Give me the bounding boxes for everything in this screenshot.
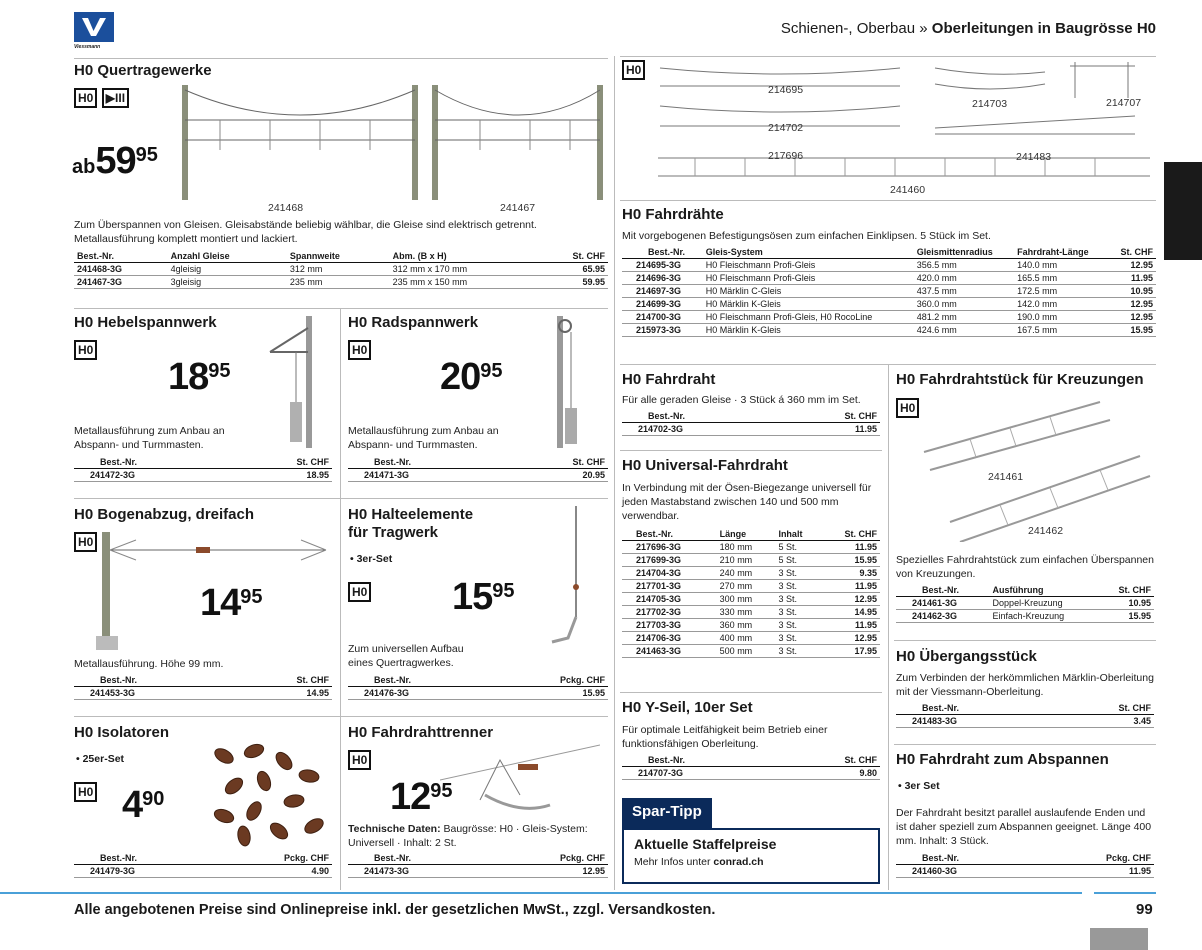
isolatoren-title: H0 Isolatoren — [74, 724, 170, 741]
kreuzungen-desc: Spezielles Fahrdrahtstück zum einfachen Überspannen von Kreuzungen. — [896, 554, 1154, 580]
footer-rule — [0, 892, 1082, 894]
epoch-badge: ▶III — [102, 88, 129, 108]
radspannwerk-image — [545, 312, 585, 452]
table-row: 217699-3G 210 mm 5 St. 15.95 — [622, 554, 880, 567]
table-row: 217703-3G 360 mm 3 St. 11.95 — [622, 619, 880, 632]
isolatoren-table: Best.-Nr. Pckg. CHF 241479-3G 4.90 — [74, 852, 332, 878]
halteelemente-price: 1595 — [452, 576, 515, 618]
yseil-desc: Für optimale Leitfähigkeit beim Betrieb einer funktionsfähigen Oberleitung. — [622, 724, 828, 750]
h0-badge: H0 — [896, 398, 919, 418]
fahrdraht-title: H0 Fahrdraht — [622, 371, 716, 388]
table-row: 214695-3G H0 Fleischmann Profi-Gleis 356.5 mm 140.0 mm 12.95 — [622, 259, 1156, 272]
image-label-241462: 241462 — [1028, 525, 1064, 537]
wire-label-214695: 214695 — [768, 84, 804, 96]
col-spannweite: Spannweite — [287, 250, 390, 263]
fahrdraht-table: Best.-Nr. St. CHF 214702-3G 11.95 — [622, 410, 880, 436]
radspannwerk-price: 2095 — [440, 356, 503, 398]
hebelspannwerk-image — [262, 312, 322, 452]
quertragwerke-title: H0 Quertragewerke — [74, 62, 212, 79]
isolatoren-bullet: • 25er-Set — [76, 753, 125, 765]
abspannen-table: Best.-Nr. Pckg. CHF 241460-3G 11.95 — [896, 852, 1154, 878]
isolatoren-image — [204, 736, 334, 848]
wire-label-214707: 214707 — [1106, 97, 1142, 109]
halteelemente-title-line2: für Tragwerk — [348, 524, 439, 541]
table-row: 241462-3G Einfach-Kreuzung 15.95 — [896, 610, 1154, 623]
breadcrumb-separator: » — [919, 20, 928, 37]
bogenabzug-title: H0 Bogenabzug, dreifach — [74, 506, 255, 523]
brand-logo — [74, 12, 114, 50]
table-row: 214707-3G 9.80 — [622, 767, 880, 780]
fahrdrahttrenner-image — [440, 740, 600, 825]
halteelemente-desc: Zum universellen Aufbau eines Quertragwerkes. — [348, 643, 464, 669]
image-label-241468: 241468 — [268, 202, 304, 214]
table-row: 214700-3G H0 Fleischmann Profi-Gleis, H0 RocoLine 481.2 mm 190.0 mm 12.95 — [622, 311, 1156, 324]
table-row: 241453-3G 14.95 — [74, 687, 332, 700]
table-row: 215973-3G H0 Märklin K-Gleis 424.6 mm 167.5 mm 15.95 — [622, 324, 1156, 337]
halteelemente-title-line1: H0 Halteelemente — [348, 506, 474, 523]
table-row: 214696-3G H0 Fleischmann Profi-Gleis 420.0 mm 165.5 mm 11.95 — [622, 272, 1156, 285]
col-anzahl: Anzahl Gleise — [168, 250, 287, 263]
radspannwerk-table: Best.-Nr. St. CHF 241471-3G 20.95 — [348, 456, 608, 482]
hebelspannwerk-table: Best.-Nr. St. CHF 241472-3G 18.95 — [74, 456, 332, 482]
quertragwerke-badges — [74, 88, 129, 108]
radspannwerk-title: H0 Radspannwerk — [348, 314, 479, 331]
viessmann-v-icon — [74, 12, 114, 42]
radspannwerk-desc: Metallausführung zum Anbau an Abspann- und Turmmasten. — [348, 425, 499, 451]
table-row: 214697-3G H0 Märklin C-Gleis 437.5 mm 172.5 mm 10.95 — [622, 285, 1156, 298]
h0-badge: H0 — [74, 532, 97, 552]
h0-badge: H0 — [348, 750, 371, 770]
bogenabzug-price: 1495 — [200, 582, 263, 624]
bogenabzug-desc: Metallausführung. Höhe 99 mm. — [74, 658, 224, 670]
breadcrumb-category: Schienen-, Oberbau — [780, 20, 916, 37]
table-row: 214706-3G 400 mm 3 St. 12.95 — [622, 632, 880, 645]
halteelemente-table: Best.-Nr. Pckg. CHF 241476-3G 15.95 — [348, 674, 608, 700]
yseil-title: H0 Y-Seil, 10er Set — [622, 699, 753, 716]
wire-label-214703: 214703 — [972, 98, 1008, 110]
fahrdraehte-title: H0 Fahrdrähte — [622, 206, 724, 223]
uebergang-title: H0 Übergangsstück — [896, 648, 1037, 665]
col-price: St. CHF — [537, 250, 608, 263]
table-row: 241479-3G 4.90 — [74, 865, 332, 878]
footer-grey-tab — [1090, 928, 1148, 950]
bogenabzug-table: Best.-Nr. St. CHF 241453-3G 14.95 — [74, 674, 332, 700]
table-row: 214704-3G 240 mm 3 St. 9.35 — [622, 567, 880, 580]
abspannen-bullet: • 3er Set — [898, 780, 940, 792]
kreuzungen-table: Best.-Nr. Ausführung St. CHF 241461-3G Doppel-Kreuzung 10.95 241462-3G Einfach-Kreuzung 15.95 — [896, 584, 1154, 623]
page-number: 99 — [1136, 901, 1153, 918]
table-row: 217696-3G 180 mm 5 St. 11.95 — [622, 541, 880, 554]
table-row: 217701-3G 270 mm 3 St. 11.95 — [622, 580, 880, 593]
table-row: 241461-3G Doppel-Kreuzung 10.95 — [896, 597, 1154, 610]
table-row: 241467-3G 3gleisig 235 mm 235 mm x 150 mm 59.95 — [74, 276, 608, 289]
fahrdraehte-table: Best.-Nr. Gleis-System Gleismittenradius Fahrdraht-Länge St. CHF 214695-3G H0 Fleischmann Profi-Gleis 356.5 mm 140.0 mm 12.95 214696-3G H0 Fleischmann Profi-Gleis 420.0 mm 165.5 mm 11.95 214697-3G H0 Märklin C-Gleis 437.5 mm 172.5 mm 10.95 214699-3G H0 Märklin K-Gleis 360.0 mm 142.0 mm 12.95 214700-3G H0 Fleischmann Profi-Gleis, H0 RocoLine 481.2 mm 190.0 mm 12.95 215973-3G H0 Märklin K-Gleis 424.6 mm 167.5 mm 15.95 — [622, 246, 1156, 337]
wire-label-214702: 214702 — [768, 122, 804, 134]
table-row: 241483-3G 3.45 — [896, 715, 1154, 728]
brand-text: Viessmann — [74, 44, 101, 50]
side-tab-marker — [1164, 162, 1202, 260]
spar-tipp-box: Spar-Tipp Aktuelle Staffelpreise Mehr Infos unter conrad.ch — [622, 798, 880, 884]
table-row: 214705-3G 300 mm 3 St. 12.95 — [622, 593, 880, 606]
footer-rule-right — [1094, 892, 1156, 894]
uebergang-table: Best.-Nr. St. CHF 241483-3G 3.45 — [896, 702, 1154, 728]
wire-label-241483: 241483 — [1016, 151, 1052, 163]
hebelspannwerk-desc: Metallausführung zum Anbau an Abspann- und Turmmasten. — [74, 425, 225, 451]
wire-label-217696: 217696 — [768, 150, 804, 162]
table-row: 217702-3G 330 mm 3 St. 14.95 — [622, 606, 880, 619]
table-row: 241460-3G 11.95 — [896, 865, 1154, 878]
page-breadcrumb — [781, 20, 1156, 37]
col-abm: Abm. (B x H) — [390, 250, 538, 263]
uebergang-desc: Zum Verbinden der herkömmlichen Märklin-Oberleitung mit der Viessmann-Oberleitung. — [896, 672, 1154, 698]
universal-title: H0 Universal-Fahrdraht — [622, 457, 788, 474]
quertragwerke-desc: Zum Überspannen von Gleisen. Gleisabstände beliebig wählbar, die Gleise sind elektrisch getrennt. Metallausführung komplett montiert und lackiert. — [74, 219, 537, 245]
spar-tipp-link[interactable]: conrad.ch — [713, 856, 764, 868]
image-label-241461: 241461 — [988, 471, 1024, 483]
h0-badge: H0 — [348, 582, 371, 602]
kreuzungen-title: H0 Fahrdrahtstück für Kreuzungen — [896, 371, 1144, 388]
wire-label-241460: 241460 — [890, 184, 926, 196]
h0-badge: H0 — [74, 340, 97, 360]
h0-badge: H0 — [348, 340, 371, 360]
fahrdraht-desc: Für alle geraden Gleise · 3 Stück á 360 mm im Set. — [622, 394, 861, 406]
wire-product-image — [650, 58, 1156, 194]
yseil-table: Best.-Nr. St. CHF 214707-3G 9.80 — [622, 754, 880, 780]
table-row: 241473-3G 12.95 — [348, 865, 608, 878]
table-row: 241476-3G 15.95 — [348, 687, 608, 700]
table-row: 241463-3G 500 mm 3 St. 17.95 — [622, 645, 880, 658]
hebelspannwerk-price: 1895 — [168, 356, 231, 398]
table-row: 241468-3G 4gleisig 312 mm 312 mm x 170 mm 65.95 — [74, 263, 608, 276]
abspannen-desc: Der Fahrdraht besitzt parallel auslaufende Enden und ist daher speziell zum Abspannen geeignet. Länge 400 mm. Inhalt: 3 Stück. — [896, 807, 1152, 847]
spar-tipp-heading: Aktuelle Staffelpreise — [634, 836, 777, 852]
hebelspannwerk-title: H0 Hebelspannwerk — [74, 314, 217, 331]
universal-desc: In Verbindung mit der Ösen-Biegezange universell für jeden Mastabstand zwischen 140 und 500 mm verwendbar. — [622, 482, 872, 522]
table-row: 214702-3G 11.95 — [622, 423, 880, 436]
h0-badge: H0 — [74, 782, 97, 802]
footer-price-note: Alle angebotenen Preise sind Onlinepreise inkl. der gesetzlichen MwSt., zzgl. Versandkosten. — [74, 902, 716, 918]
h0-badge: H0 — [74, 88, 97, 108]
fahrdrahttrenner-price: 1295 — [390, 776, 453, 818]
halteelemente-image — [548, 502, 598, 652]
kreuzungen-image — [920, 392, 1156, 542]
image-label-241467: 241467 — [500, 202, 536, 214]
h0-badge: H0 — [622, 60, 645, 80]
fahrdrahttrenner-title: H0 Fahrdrahttrenner — [348, 724, 494, 741]
table-row: 241471-3G 20.95 — [348, 469, 608, 482]
quertragwerke-table — [74, 250, 608, 289]
table-row: 241472-3G 18.95 — [74, 469, 332, 482]
universal-table: Best.-Nr. Länge Inhalt St. CHF 217696-3G 180 mm 5 St. 11.95 217699-3G 210 mm 5 St. 15.95 214704-3G 240 mm 3 St. 9.35 217701-3G 270 mm 3 St. 11.95 214705-3G 300 mm 3 St. 12.95 217702-3G 330 mm 3 St. 14.95 217703-3G 360 mm 3 St. 11.95 214706-3G 400 mm 3 St. 12.95 241463-3G 500 mm 3 St. 17.95 — [622, 528, 880, 658]
quertragwerke-image — [170, 80, 610, 205]
halteelemente-bullet: • 3er-Set — [350, 553, 393, 565]
abspannen-title: H0 Fahrdraht zum Abspannen — [896, 751, 1109, 768]
isolatoren-price: 490 — [122, 784, 165, 826]
fahrdraehte-desc: Mit vorgebogenen Befestigungsösen zum einfachen Einklipsen. 5 Stück im Set. — [622, 230, 991, 242]
breadcrumb-subcategory: Oberleitungen in Baugrösse H0 — [931, 20, 1156, 37]
fahrdrahttrenner-table: Best.-Nr. Pckg. CHF 241473-3G 12.95 — [348, 852, 608, 878]
spar-tipp-label: Spar-Tipp — [622, 798, 712, 828]
col-best-nr: Best.-Nr. — [74, 250, 168, 263]
fahrdrahttrenner-tech: Technische Daten: Baugrösse: H0 · Gleis-System: Universell · Inhalt: 2 St. — [348, 823, 588, 849]
table-row: 214699-3G H0 Märklin K-Gleis 360.0 mm 142.0 mm 12.95 — [622, 298, 1156, 311]
quertragwerke-price: ab5995 — [72, 140, 158, 182]
